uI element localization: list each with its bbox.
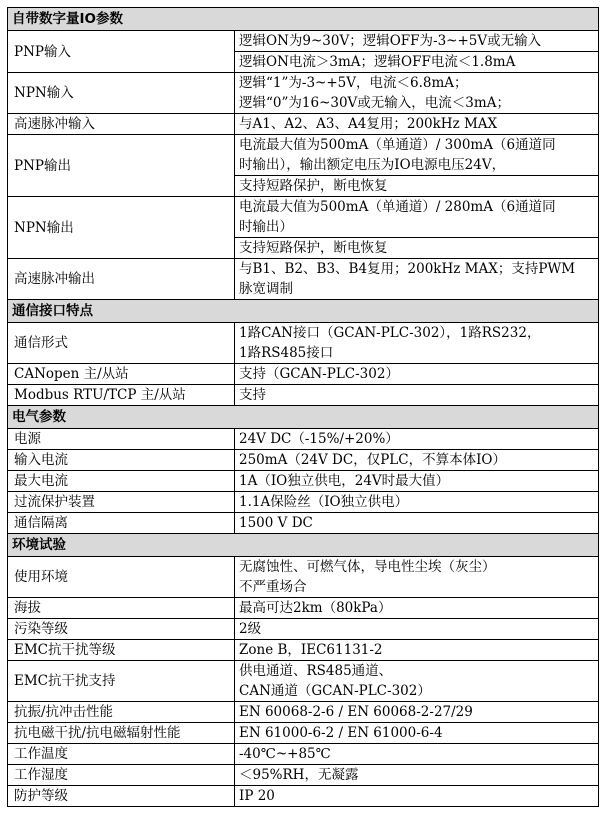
spec-label: 高速脉冲输出 [8,259,235,300]
spec-row [8,385,599,406]
spec-value-line: ＜95%RH，无凝露 [239,767,359,783]
spec-value-line: 250mA（24V DC，仅PLC，不算本体IO） [239,452,506,468]
spec-label: EMC抗干扰等级 [8,640,235,661]
spec-value-line: 1路CAN接口（GCAN-PLC-302），1路RS232， [239,325,541,341]
spec-value-line: 与B1、B2、B3、B4复用；200kHz MAX；支持PWM [239,261,576,277]
spec-value [235,238,599,259]
spec-row [8,723,599,744]
spec-value-line: 24V DC（-15%/+20%） [239,431,399,447]
spec-label: 海拔 [8,598,235,619]
spec-value [235,492,599,513]
spec-value [235,661,599,702]
spec-value [235,640,599,661]
section-header-row [8,300,599,323]
spec-row [8,598,599,619]
spec-value-line: 脉宽调制 [239,281,293,297]
spec-value-line: 时输出），输出额定电压为IO电源电压24V， [239,157,506,173]
spec-value-line: 无腐蚀性、可燃气体，导电性尘埃（灰尘） [239,559,496,575]
spec-value [235,385,599,406]
spec-value [235,786,599,807]
spec-label: NPN输出 [8,197,235,259]
spec-value-line: 逻辑“0”为16~30V或无输入，电流＜3mA； [239,95,510,111]
spec-label: NPN输入 [8,73,235,114]
spec-value-line: 最高可达2km（80kPa） [239,600,392,616]
spec-value [235,702,599,723]
spec-row [8,492,599,513]
spec-row [8,429,599,450]
spec-value-line: 时输出） [239,219,293,235]
spec-row [8,450,599,471]
spec-value-line: IP 20 [239,788,275,804]
spec-label: 最大电流 [8,471,235,492]
spec-row [8,114,599,135]
spec-value [235,765,599,786]
spec-value-line: 1路RS485接口 [239,345,334,361]
spec-value [235,513,599,534]
spec-value-line: 逻辑ON为9~30V；逻辑OFF为-3~+5V或无输入 [239,33,542,49]
spec-label: 过流保护装置 [8,492,235,513]
spec-label: 抗振/抗冲击性能 [8,702,235,723]
spec-value [235,450,599,471]
spec-label: 输入电流 [8,450,235,471]
spec-value-line: 1500 V DC [239,515,313,531]
spec-value-line: 支持短路保护，断电恢复 [239,178,388,194]
spec-value [235,471,599,492]
spec-label: EMC抗干扰支持 [8,661,235,702]
spec-label: PNP输入 [8,31,235,73]
section-title: 通信接口特点 [8,300,599,323]
spec-value-line: 电流最大值为500mA（单通道）/ 280mA（6通道同 [239,199,556,215]
spec-label: 工作温度 [8,744,235,765]
section-header-row [8,534,599,557]
spec-label: 防护等级 [8,786,235,807]
spec-row [8,31,599,52]
spec-value-line: 逻辑ON电流＞3mA；逻辑OFF电流＜1.8mA [239,54,516,70]
spec-value [235,259,599,300]
spec-row [8,197,599,238]
spec-value [235,323,599,364]
section-header-row [8,8,599,31]
spec-value-line: 支持（GCAN-PLC-302） [239,366,399,382]
spec-row [8,557,599,598]
spec-value-line: 供电通道、RS485通道、 [239,663,393,679]
spec-row [8,661,599,702]
spec-row [8,619,599,640]
spec-table [7,7,599,807]
spec-value-line: EN 61000-6-2 / EN 61000-6-4 [239,725,443,741]
spec-value-line: 不严重场合 [239,579,307,595]
spec-row [8,259,599,300]
spec-value [235,31,599,52]
spec-value-line: CAN通道（GCAN-PLC-302） [239,683,431,699]
spec-value-line: 支持短路保护，断电恢复 [239,240,388,256]
section-title: 环境试验 [8,534,599,557]
spec-value-line: 逻辑“1”为-3~+5V，电流＜6.8mA； [239,75,468,91]
spec-row [8,135,599,176]
section-title: 自带数字量IO参数 [8,8,599,31]
spec-label: 使用环境 [8,557,235,598]
section-title: 电气参数 [8,406,599,429]
spec-value-line: 电流最大值为500mA（单通道）/ 300mA（6通道同 [239,137,556,153]
spec-value-line: 1.1A保险丝（IO独立供电） [239,494,409,510]
spec-value-line: 与A1、A2、A3、A4复用；200kHz MAX [239,116,498,132]
spec-value-line: Zone B，IEC61131-2 [239,642,383,658]
spec-label: 电源 [8,429,235,450]
spec-value [235,557,599,598]
spec-label: PNP输出 [8,135,235,197]
spec-value [235,598,599,619]
spec-label: 抗电磁干扰/抗电磁辐射性能 [8,723,235,744]
spec-row [8,765,599,786]
spec-value [235,744,599,765]
spec-value-line: 支持 [239,387,266,403]
spec-row [8,323,599,364]
section-header-row [8,406,599,429]
spec-row [8,786,599,807]
spec-label: Modbus RTU/TCP 主/从站 [8,385,235,406]
spec-value [235,197,599,238]
spec-label: 工作湿度 [8,765,235,786]
spec-label: 通信形式 [8,323,235,364]
spec-row [8,513,599,534]
spec-value [235,723,599,744]
spec-row [8,744,599,765]
spec-label: CANopen 主/从站 [8,364,235,385]
spec-value [235,619,599,640]
spec-value-line: 2级 [239,621,262,637]
spec-row [8,471,599,492]
spec-value-line: EN 60068-2-6 / EN 60068-2-27/29 [239,704,473,720]
spec-label: 污染等级 [8,619,235,640]
spec-row [8,364,599,385]
spec-value [235,52,599,73]
spec-value [235,364,599,385]
spec-value [235,429,599,450]
spec-value [235,114,599,135]
spec-table-body [8,8,599,807]
spec-row [8,640,599,661]
spec-row [8,73,599,114]
spec-row [8,702,599,723]
spec-value [235,135,599,176]
spec-value [235,176,599,197]
spec-label: 高速脉冲输入 [8,114,235,135]
spec-value [235,73,599,114]
spec-value-line: -40℃~+85℃ [239,746,331,762]
spec-label: 通信隔离 [8,513,235,534]
spec-value-line: 1A（IO独立供电，24V时最大值） [239,473,450,489]
